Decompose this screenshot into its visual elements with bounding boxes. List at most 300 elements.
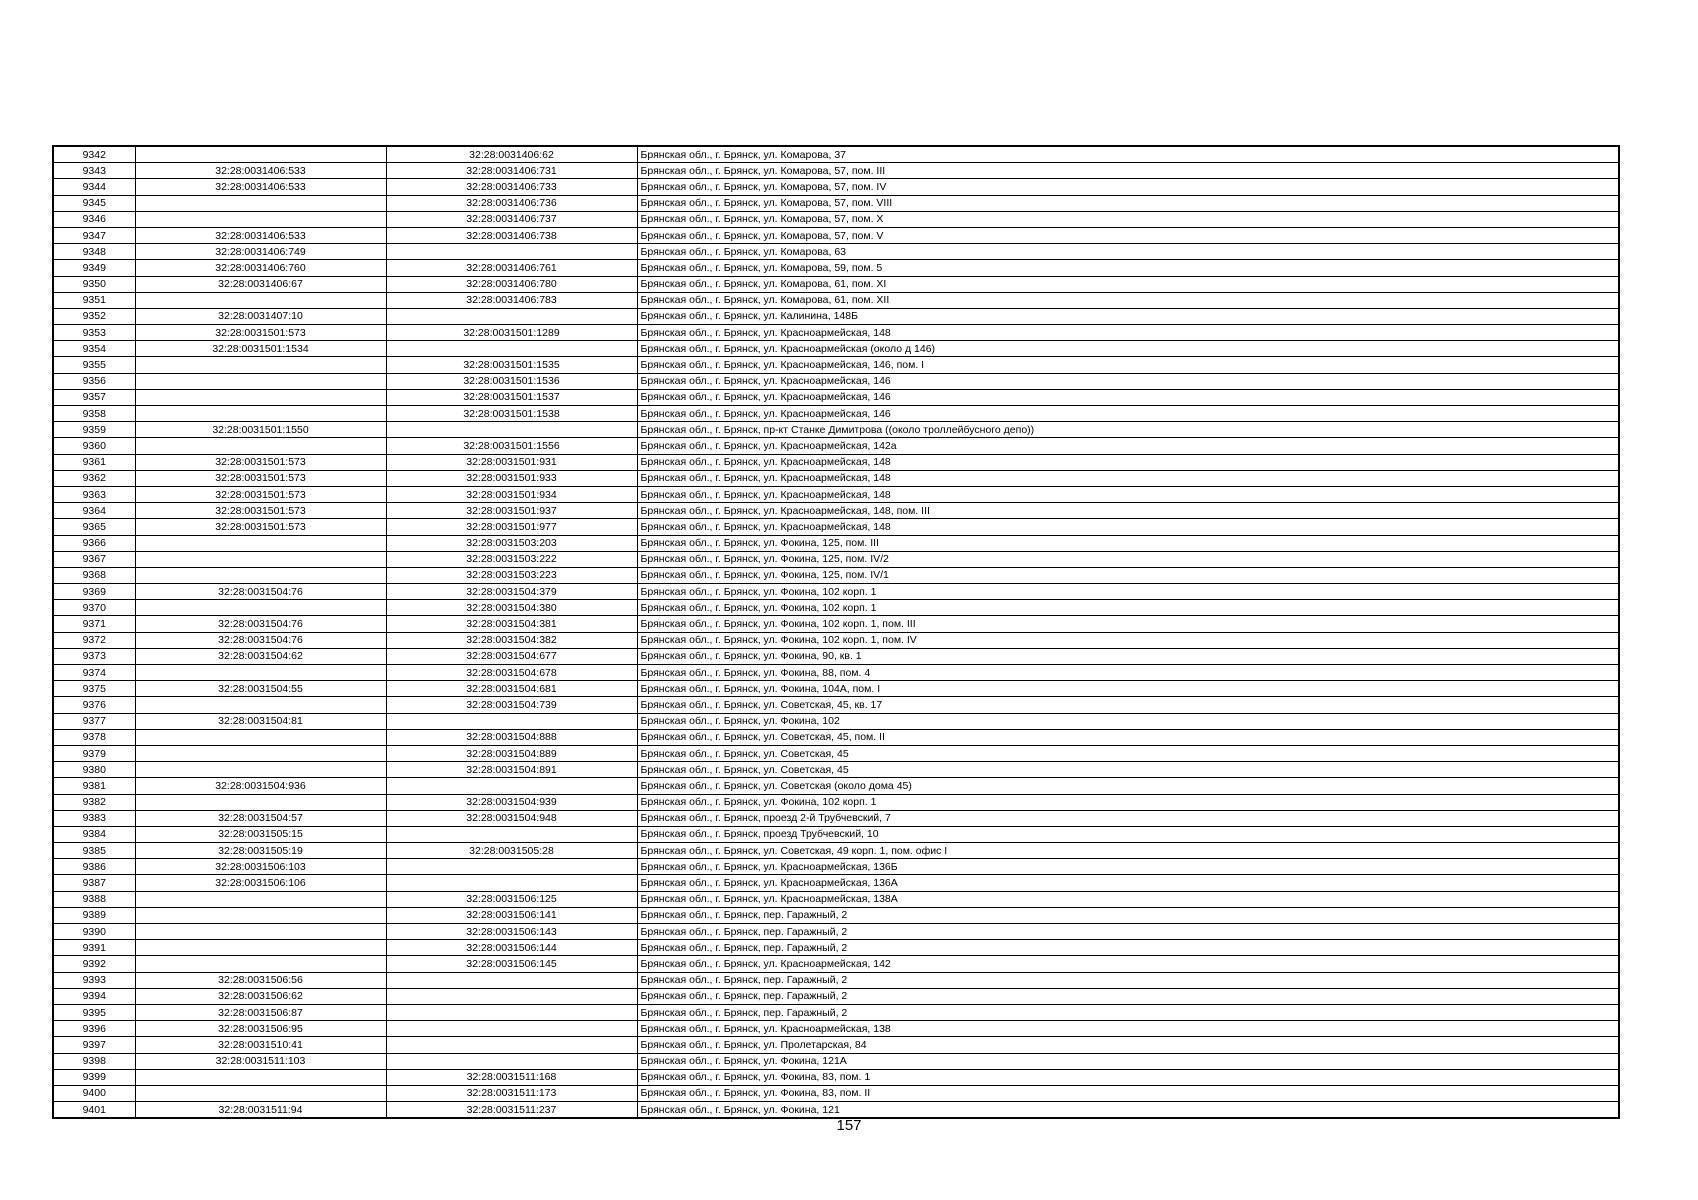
parent-cadastral-number-cell: 32:28:0031511:103 — [135, 1053, 386, 1069]
address-cell: Брянская обл., г. Брянск, пер. Гаражный, 2 — [637, 1004, 1619, 1020]
record-number-cell: 9343 — [53, 163, 135, 179]
parent-cadastral-number-cell: 32:28:0031504:81 — [135, 713, 386, 729]
cadastral-number-cell: 32:28:0031406:783 — [386, 292, 637, 308]
table-row — [53, 762, 1619, 778]
record-number-cell: 9342 — [53, 146, 135, 163]
cadastral-number-cell: 32:28:0031504:681 — [386, 681, 637, 697]
cadastral-number-cell: 32:28:0031504:739 — [386, 697, 637, 713]
cadastral-number-cell: 32:28:0031506:145 — [386, 956, 637, 972]
table-row — [53, 632, 1619, 648]
table-row — [53, 697, 1619, 713]
record-number-cell: 9360 — [53, 438, 135, 454]
cadastral-number-cell: 32:28:0031406:736 — [386, 195, 637, 211]
address-cell: Брянская обл., г. Брянск, ул. Фокина, 102 корп. 1, пом. IV — [637, 632, 1619, 648]
table-row — [53, 891, 1619, 907]
record-number-cell: 9366 — [53, 535, 135, 551]
parent-cadastral-number-cell: 32:28:0031407:10 — [135, 308, 386, 324]
record-number-cell: 9374 — [53, 665, 135, 681]
table-row — [53, 260, 1619, 276]
address-cell: Брянская обл., г. Брянск, ул. Фокина, 104А, пом. I — [637, 681, 1619, 697]
cadastral-number-cell: 32:28:0031501:1537 — [386, 389, 637, 405]
record-number-cell: 9345 — [53, 195, 135, 211]
parent-cadastral-number-cell — [135, 1069, 386, 1085]
address-cell: Брянская обл., г. Брянск, ул. Советская, 45 — [637, 745, 1619, 761]
record-number-cell: 9353 — [53, 325, 135, 341]
record-number-cell: 9373 — [53, 648, 135, 664]
parent-cadastral-number-cell — [135, 438, 386, 454]
record-number-cell: 9371 — [53, 616, 135, 632]
record-number-cell: 9399 — [53, 1069, 135, 1085]
record-number-cell: 9389 — [53, 907, 135, 923]
record-number-cell: 9346 — [53, 211, 135, 227]
address-cell: Брянская обл., г. Брянск, пер. Гаражный, 2 — [637, 940, 1619, 956]
table-row — [53, 341, 1619, 357]
address-cell: Брянская обл., г. Брянск, ул. Комарова, 57, пом. V — [637, 227, 1619, 243]
parent-cadastral-number-cell — [135, 373, 386, 389]
cadastral-number-cell: 32:28:0031501:931 — [386, 454, 637, 470]
cadastral-number-cell — [386, 308, 637, 324]
cadastral-number-cell: 32:28:0031406:761 — [386, 260, 637, 276]
parent-cadastral-number-cell — [135, 551, 386, 567]
address-cell: Брянская обл., г. Брянск, ул. Фокина, 83, пом. II — [637, 1085, 1619, 1101]
cadastral-number-cell: 32:28:0031501:1535 — [386, 357, 637, 373]
cadastral-number-cell: 32:28:0031504:889 — [386, 745, 637, 761]
record-number-cell: 9383 — [53, 810, 135, 826]
address-cell: Брянская обл., г. Брянск, ул. Комарова, 57, пом. VIII — [637, 195, 1619, 211]
parent-cadastral-number-cell: 32:28:0031506:87 — [135, 1004, 386, 1020]
parent-cadastral-number-cell — [135, 907, 386, 923]
table-row — [53, 616, 1619, 632]
record-number-cell: 9400 — [53, 1085, 135, 1101]
address-cell: Брянская обл., г. Брянск, ул. Красноармейская, 146 — [637, 373, 1619, 389]
record-number-cell: 9376 — [53, 697, 135, 713]
parent-cadastral-number-cell — [135, 406, 386, 422]
table-row — [53, 745, 1619, 761]
cadastral-number-cell — [386, 341, 637, 357]
register-table-body — [53, 146, 1619, 1118]
cadastral-number-cell: 32:28:0031504:379 — [386, 584, 637, 600]
parent-cadastral-number-cell: 32:28:0031406:533 — [135, 179, 386, 195]
table-row — [53, 211, 1619, 227]
table-row — [53, 1053, 1619, 1069]
parent-cadastral-number-cell: 32:28:0031511:94 — [135, 1102, 386, 1119]
address-cell: Брянская обл., г. Брянск, ул. Красноармейская, 148 — [637, 325, 1619, 341]
parent-cadastral-number-cell: 32:28:0031406:760 — [135, 260, 386, 276]
record-number-cell: 9350 — [53, 276, 135, 292]
parent-cadastral-number-cell: 32:28:0031501:573 — [135, 470, 386, 486]
address-cell: Брянская обл., г. Брянск, ул. Фокина, 102 корп. 1 — [637, 600, 1619, 616]
parent-cadastral-number-cell — [135, 195, 386, 211]
cadastral-number-cell — [386, 1004, 637, 1020]
table-row — [53, 519, 1619, 535]
parent-cadastral-number-cell: 32:28:0031505:15 — [135, 826, 386, 842]
parent-cadastral-number-cell: 32:28:0031504:936 — [135, 778, 386, 794]
parent-cadastral-number-cell: 32:28:0031501:573 — [135, 486, 386, 502]
table-row — [53, 389, 1619, 405]
record-number-cell: 9388 — [53, 891, 135, 907]
table-row — [53, 1021, 1619, 1037]
record-number-cell: 9361 — [53, 454, 135, 470]
cadastral-number-cell — [386, 1053, 637, 1069]
cadastral-number-cell: 32:28:0031511:168 — [386, 1069, 637, 1085]
record-number-cell: 9378 — [53, 729, 135, 745]
address-cell: Брянская обл., г. Брянск, ул. Советская, 45 — [637, 762, 1619, 778]
table-row — [53, 276, 1619, 292]
record-number-cell: 9344 — [53, 179, 135, 195]
table-row — [53, 859, 1619, 875]
address-cell: Брянская обл., г. Брянск, ул. Фокина, 90, кв. 1 — [637, 648, 1619, 664]
table-row — [53, 163, 1619, 179]
address-cell: Брянская обл., г. Брянск, ул. Красноармейская, 136Б — [637, 859, 1619, 875]
record-number-cell: 9365 — [53, 519, 135, 535]
record-number-cell: 9397 — [53, 1037, 135, 1053]
parent-cadastral-number-cell: 32:28:0031406:67 — [135, 276, 386, 292]
record-number-cell: 9358 — [53, 406, 135, 422]
address-cell: Брянская обл., г. Брянск, ул. Красноармейская, 146 — [637, 406, 1619, 422]
record-number-cell: 9368 — [53, 567, 135, 583]
table-row — [53, 567, 1619, 583]
table-row — [53, 227, 1619, 243]
cadastral-number-cell — [386, 826, 637, 842]
table-row — [53, 713, 1619, 729]
table-row — [53, 972, 1619, 988]
cadastral-number-cell: 32:28:0031501:1556 — [386, 438, 637, 454]
table-row — [53, 357, 1619, 373]
address-cell: Брянская обл., г. Брянск, ул. Советская, 49 корп. 1, пом. офис I — [637, 843, 1619, 859]
address-cell: Брянская обл., г. Брянск, пер. Гаражный, 2 — [637, 907, 1619, 923]
parent-cadastral-number-cell — [135, 697, 386, 713]
table-row — [53, 406, 1619, 422]
record-number-cell: 9357 — [53, 389, 135, 405]
address-cell: Брянская обл., г. Брянск, ул. Советская (около дома 45) — [637, 778, 1619, 794]
cadastral-number-cell: 32:28:0031501:1289 — [386, 325, 637, 341]
record-number-cell: 9391 — [53, 940, 135, 956]
cadastral-number-cell: 32:28:0031511:237 — [386, 1102, 637, 1119]
table-row — [53, 438, 1619, 454]
address-cell: Брянская обл., г. Брянск, ул. Фокина, 125, пом. IV/1 — [637, 567, 1619, 583]
table-row — [53, 1102, 1619, 1119]
cadastral-number-cell — [386, 778, 637, 794]
parent-cadastral-number-cell: 32:28:0031501:573 — [135, 325, 386, 341]
parent-cadastral-number-cell: 32:28:0031406:533 — [135, 163, 386, 179]
table-row — [53, 956, 1619, 972]
table-row — [53, 535, 1619, 551]
table-row — [53, 794, 1619, 810]
address-cell: Брянская обл., г. Брянск, ул. Фокина, 83, пом. 1 — [637, 1069, 1619, 1085]
record-number-cell: 9355 — [53, 357, 135, 373]
table-row — [53, 665, 1619, 681]
address-cell: Брянская обл., г. Брянск, ул. Фокина, 102 корп. 1, пом. III — [637, 616, 1619, 632]
parent-cadastral-number-cell: 32:28:0031406:749 — [135, 244, 386, 260]
address-cell: Брянская обл., г. Брянск, ул. Красноармейская, 148, пом. III — [637, 503, 1619, 519]
record-number-cell: 9354 — [53, 341, 135, 357]
parent-cadastral-number-cell: 32:28:0031504:62 — [135, 648, 386, 664]
record-number-cell: 9362 — [53, 470, 135, 486]
record-number-cell: 9367 — [53, 551, 135, 567]
cadastral-number-cell: 32:28:0031501:1536 — [386, 373, 637, 389]
cadastral-number-cell — [386, 422, 637, 438]
address-cell: Брянская обл., г. Брянск, ул. Красноармейская, 138 — [637, 1021, 1619, 1037]
parent-cadastral-number-cell: 32:28:0031504:55 — [135, 681, 386, 697]
record-number-cell: 9370 — [53, 600, 135, 616]
record-number-cell: 9382 — [53, 794, 135, 810]
record-number-cell: 9384 — [53, 826, 135, 842]
table-row — [53, 940, 1619, 956]
record-number-cell: 9394 — [53, 988, 135, 1004]
table-row — [53, 778, 1619, 794]
record-number-cell: 9356 — [53, 373, 135, 389]
table-row — [53, 244, 1619, 260]
cadastral-number-cell: 32:28:0031506:141 — [386, 907, 637, 923]
cadastral-number-cell: 32:28:0031501:977 — [386, 519, 637, 535]
parent-cadastral-number-cell: 32:28:0031501:1550 — [135, 422, 386, 438]
cadastral-number-cell: 32:28:0031406:733 — [386, 179, 637, 195]
cadastral-number-cell: 32:28:0031503:222 — [386, 551, 637, 567]
address-cell: Брянская обл., г. Брянск, ул. Фокина, 102 корп. 1 — [637, 794, 1619, 810]
parent-cadastral-number-cell — [135, 211, 386, 227]
table-row — [53, 308, 1619, 324]
address-cell: Брянская обл., г. Брянск, ул. Красноармейская, 138А — [637, 891, 1619, 907]
cadastral-number-cell: 32:28:0031506:125 — [386, 891, 637, 907]
cadastral-number-cell — [386, 988, 637, 1004]
parent-cadastral-number-cell — [135, 292, 386, 308]
address-cell: Брянская обл., г. Брянск, проезд Трубчевский, 10 — [637, 826, 1619, 842]
address-cell: Брянская обл., г. Брянск, ул. Комарова, 61, пом. XII — [637, 292, 1619, 308]
table-row — [53, 146, 1619, 163]
address-cell: Брянская обл., г. Брянск, ул. Красноармейская, 146, пом. I — [637, 357, 1619, 373]
parent-cadastral-number-cell — [135, 600, 386, 616]
cadastral-number-cell: 32:28:0031501:933 — [386, 470, 637, 486]
record-number-cell: 9347 — [53, 227, 135, 243]
cadastral-number-cell: 32:28:0031506:144 — [386, 940, 637, 956]
table-row — [53, 454, 1619, 470]
table-row — [53, 826, 1619, 842]
parent-cadastral-number-cell — [135, 794, 386, 810]
parent-cadastral-number-cell — [135, 940, 386, 956]
address-cell: Брянская обл., г. Брянск, ул. Комарова, 63 — [637, 244, 1619, 260]
parent-cadastral-number-cell — [135, 357, 386, 373]
parent-cadastral-number-cell — [135, 146, 386, 163]
parent-cadastral-number-cell: 32:28:0031506:103 — [135, 859, 386, 875]
parent-cadastral-number-cell — [135, 956, 386, 972]
parent-cadastral-number-cell — [135, 567, 386, 583]
table-row — [53, 422, 1619, 438]
cadastral-number-cell: 32:28:0031504:939 — [386, 794, 637, 810]
address-cell: Брянская обл., г. Брянск, ул. Красноармейская, 136А — [637, 875, 1619, 891]
table-row — [53, 729, 1619, 745]
cadastral-number-cell: 32:28:0031406:738 — [386, 227, 637, 243]
cadastral-number-cell: 32:28:0031504:888 — [386, 729, 637, 745]
table-row — [53, 1037, 1619, 1053]
parent-cadastral-number-cell — [135, 762, 386, 778]
address-cell: Брянская обл., г. Брянск, ул. Фокина, 102 корп. 1 — [637, 584, 1619, 600]
parent-cadastral-number-cell: 32:28:0031510:41 — [135, 1037, 386, 1053]
record-number-cell: 9385 — [53, 843, 135, 859]
record-number-cell: 9395 — [53, 1004, 135, 1020]
record-number-cell: 9379 — [53, 745, 135, 761]
cadastral-number-cell: 32:28:0031501:937 — [386, 503, 637, 519]
record-number-cell: 9369 — [53, 584, 135, 600]
address-cell: Брянская обл., г. Брянск, ул. Советская, 45, пом. II — [637, 729, 1619, 745]
table-row — [53, 875, 1619, 891]
address-cell: Брянская обл., г. Брянск, ул. Комарова, 61, пом. XI — [637, 276, 1619, 292]
table-row — [53, 600, 1619, 616]
record-number-cell: 9352 — [53, 308, 135, 324]
address-cell: Брянская обл., г. Брянск, ул. Красноармейская, 146 — [637, 389, 1619, 405]
cadastral-number-cell: 32:28:0031501:1538 — [386, 406, 637, 422]
address-cell: Брянская обл., г. Брянск, ул. Комарова, 57, пом. IV — [637, 179, 1619, 195]
parent-cadastral-number-cell: 32:28:0031506:95 — [135, 1021, 386, 1037]
parent-cadastral-number-cell — [135, 665, 386, 681]
parent-cadastral-number-cell: 32:28:0031501:573 — [135, 503, 386, 519]
parent-cadastral-number-cell: 32:28:0031506:106 — [135, 875, 386, 891]
cadastral-number-cell: 32:28:0031504:678 — [386, 665, 637, 681]
record-number-cell: 9393 — [53, 972, 135, 988]
address-cell: Брянская обл., г. Брянск, ул. Красноармейская, 142а — [637, 438, 1619, 454]
address-cell: Брянская обл., г. Брянск, ул. Пролетарская, 84 — [637, 1037, 1619, 1053]
register-table — [52, 145, 1620, 1119]
address-cell: Брянская обл., г. Брянск, ул. Фокина, 121 — [637, 1102, 1619, 1119]
parent-cadastral-number-cell — [135, 891, 386, 907]
cadastral-number-cell — [386, 859, 637, 875]
page-number: 157 — [836, 1117, 862, 1134]
address-cell: Брянская обл., г. Брянск, ул. Комарова, 57, пом. X — [637, 211, 1619, 227]
address-cell: Брянская обл., г. Брянск, ул. Фокина, 125, пом. IV/2 — [637, 551, 1619, 567]
address-cell: Брянская обл., г. Брянск, проезд 2-й Трубчевский, 7 — [637, 810, 1619, 826]
record-number-cell: 9349 — [53, 260, 135, 276]
record-number-cell: 9363 — [53, 486, 135, 502]
parent-cadastral-number-cell — [135, 389, 386, 405]
address-cell: Брянская обл., г. Брянск, пер. Гаражный, 2 — [637, 988, 1619, 1004]
cadastral-number-cell: 32:28:0031406:737 — [386, 211, 637, 227]
address-cell: Брянская обл., г. Брянск, ул. Красноармейская, 148 — [637, 486, 1619, 502]
record-number-cell: 9401 — [53, 1102, 135, 1119]
cadastral-number-cell: 32:28:0031501:934 — [386, 486, 637, 502]
cadastral-number-cell: 32:28:0031511:173 — [386, 1085, 637, 1101]
cadastral-number-cell: 32:28:0031504:891 — [386, 762, 637, 778]
address-cell: Брянская обл., г. Брянск, ул. Советская, 45, кв. 17 — [637, 697, 1619, 713]
cadastral-number-cell: 32:28:0031504:380 — [386, 600, 637, 616]
table-row — [53, 843, 1619, 859]
cadastral-number-cell — [386, 1021, 637, 1037]
parent-cadastral-number-cell: 32:28:0031504:76 — [135, 616, 386, 632]
cadastral-number-cell: 32:28:0031406:62 — [386, 146, 637, 163]
cadastral-number-cell: 32:28:0031406:731 — [386, 163, 637, 179]
table-row — [53, 924, 1619, 940]
cadastral-number-cell: 32:28:0031406:780 — [386, 276, 637, 292]
cadastral-number-cell: 32:28:0031504:677 — [386, 648, 637, 664]
table-row — [53, 195, 1619, 211]
record-number-cell: 9392 — [53, 956, 135, 972]
table-row — [53, 681, 1619, 697]
record-number-cell: 9396 — [53, 1021, 135, 1037]
cadastral-number-cell — [386, 713, 637, 729]
cadastral-number-cell: 32:28:0031505:28 — [386, 843, 637, 859]
table-row — [53, 373, 1619, 389]
cadastral-number-cell: 32:28:0031503:223 — [386, 567, 637, 583]
table-row — [53, 1069, 1619, 1085]
cadastral-number-cell: 32:28:0031504:381 — [386, 616, 637, 632]
parent-cadastral-number-cell: 32:28:0031504:57 — [135, 810, 386, 826]
table-row — [53, 810, 1619, 826]
parent-cadastral-number-cell: 32:28:0031501:573 — [135, 454, 386, 470]
address-cell: Брянская обл., г. Брянск, ул. Фокина, 125, пом. III — [637, 535, 1619, 551]
table-row — [53, 325, 1619, 341]
table-row — [53, 470, 1619, 486]
address-cell: Брянская обл., г. Брянск, ул. Фокина, 88, пом. 4 — [637, 665, 1619, 681]
table-row — [53, 486, 1619, 502]
parent-cadastral-number-cell — [135, 535, 386, 551]
parent-cadastral-number-cell: 32:28:0031504:76 — [135, 632, 386, 648]
record-number-cell: 9390 — [53, 924, 135, 940]
record-number-cell: 9381 — [53, 778, 135, 794]
address-cell: Брянская обл., г. Брянск, ул. Красноармейская (около д 146) — [637, 341, 1619, 357]
cadastral-number-cell: 32:28:0031504:948 — [386, 810, 637, 826]
table-row — [53, 1004, 1619, 1020]
parent-cadastral-number-cell: 32:28:0031501:1534 — [135, 341, 386, 357]
record-number-cell: 9364 — [53, 503, 135, 519]
address-cell: Брянская обл., г. Брянск, ул. Калинина, 148Б — [637, 308, 1619, 324]
cadastral-number-cell — [386, 875, 637, 891]
address-cell: Брянская обл., г. Брянск, ул. Красноармейская, 148 — [637, 454, 1619, 470]
address-cell: Брянская обл., г. Брянск, пер. Гаражный, 2 — [637, 924, 1619, 940]
parent-cadastral-number-cell: 32:28:0031501:573 — [135, 519, 386, 535]
address-cell: Брянская обл., г. Брянск, ул. Комарова, 59, пом. 5 — [637, 260, 1619, 276]
record-number-cell: 9348 — [53, 244, 135, 260]
table-row — [53, 503, 1619, 519]
parent-cadastral-number-cell — [135, 729, 386, 745]
cadastral-number-cell: 32:28:0031503:203 — [386, 535, 637, 551]
table-row — [53, 1085, 1619, 1101]
cadastral-number-cell: 32:28:0031506:143 — [386, 924, 637, 940]
record-number-cell: 9398 — [53, 1053, 135, 1069]
table-row — [53, 292, 1619, 308]
parent-cadastral-number-cell — [135, 745, 386, 761]
table-row — [53, 648, 1619, 664]
cadastral-number-cell — [386, 244, 637, 260]
parent-cadastral-number-cell: 32:28:0031506:56 — [135, 972, 386, 988]
parent-cadastral-number-cell: 32:28:0031505:19 — [135, 843, 386, 859]
cadastral-number-cell — [386, 1037, 637, 1053]
parent-cadastral-number-cell — [135, 924, 386, 940]
address-cell: Брянская обл., г. Брянск, ул. Красноармейская, 142 — [637, 956, 1619, 972]
address-cell: Брянская обл., г. Брянск, ул. Комарова, 57, пом. III — [637, 163, 1619, 179]
address-cell: Брянская обл., г. Брянск, пер. Гаражный, 2 — [637, 972, 1619, 988]
table-row — [53, 988, 1619, 1004]
parent-cadastral-number-cell: 32:28:0031406:533 — [135, 227, 386, 243]
record-number-cell: 9372 — [53, 632, 135, 648]
cadastral-number-cell: 32:28:0031504:382 — [386, 632, 637, 648]
address-cell: Брянская обл., г. Брянск, пр-кт Станке Димитрова ((около троллейбусного депо)) — [637, 422, 1619, 438]
parent-cadastral-number-cell: 32:28:0031506:62 — [135, 988, 386, 1004]
record-number-cell: 9375 — [53, 681, 135, 697]
record-number-cell: 9386 — [53, 859, 135, 875]
table-row — [53, 551, 1619, 567]
record-number-cell: 9380 — [53, 762, 135, 778]
address-cell: Брянская обл., г. Брянск, ул. Фокина, 121А — [637, 1053, 1619, 1069]
record-number-cell: 9377 — [53, 713, 135, 729]
address-cell: Брянская обл., г. Брянск, ул. Комарова, 37 — [637, 146, 1619, 163]
table-row — [53, 179, 1619, 195]
address-cell: Брянская обл., г. Брянск, ул. Фокина, 102 — [637, 713, 1619, 729]
record-number-cell: 9387 — [53, 875, 135, 891]
address-cell: Брянская обл., г. Брянск, ул. Красноармейская, 148 — [637, 470, 1619, 486]
cadastral-number-cell — [386, 972, 637, 988]
record-number-cell: 9359 — [53, 422, 135, 438]
record-number-cell: 9351 — [53, 292, 135, 308]
table-row — [53, 584, 1619, 600]
table-row — [53, 907, 1619, 923]
